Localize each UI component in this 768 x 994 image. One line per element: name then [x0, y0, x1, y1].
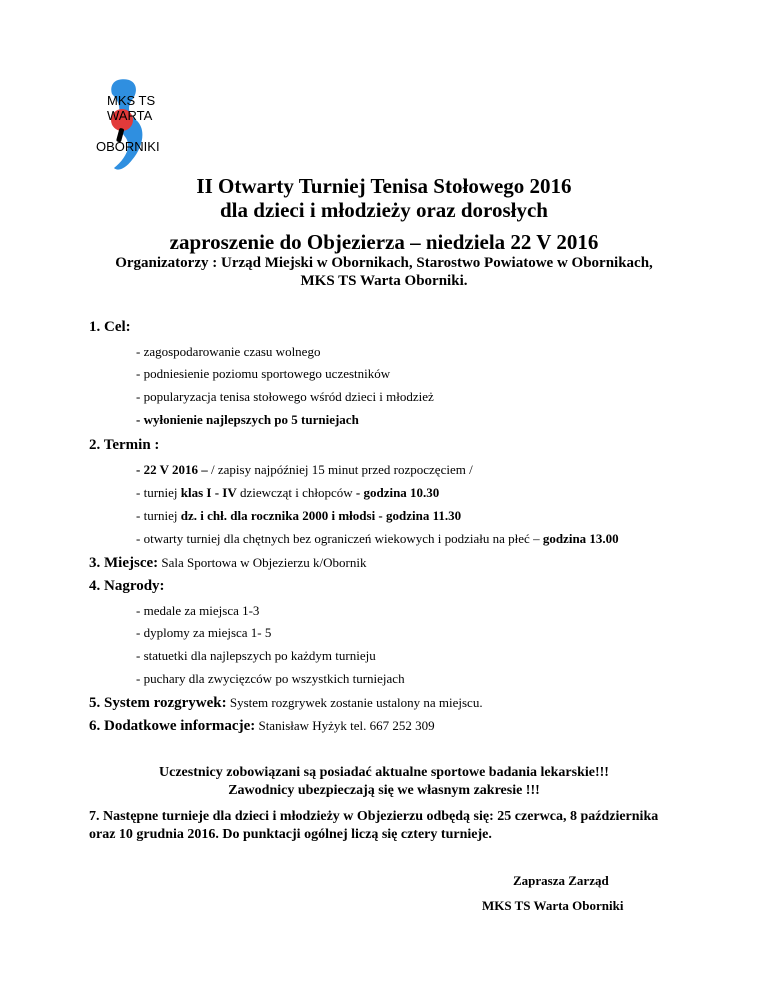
section-goal-heading	[89, 318, 131, 336]
date-bold-text: dz. i chł. dla rocznika 2000 i młodsi - godzina 11.30	[180, 508, 462, 523]
goal-item: - podniesienie poziomu sportowego uczestników	[136, 366, 391, 381]
section-prizes-heading	[89, 577, 165, 595]
date-item	[136, 462, 473, 478]
insurance-notice: Zawodnicy ubezpieczają się we własnym zakresie !!!	[228, 783, 540, 798]
prize-item: - statuetki dla najlepszych po każdym turnieju	[136, 648, 376, 663]
date-item	[136, 508, 461, 524]
system-text: System rozgrywek zostanie ustalony na miejscu.	[226, 695, 483, 710]
section-heading: 2. Termin :	[89, 437, 160, 453]
section-date-heading	[89, 436, 159, 454]
next-tournaments-line1: 7. Następne turnieje dla dzieci i młodzieży w Objezierzu odbędą się: 25 czerwca, 8 października	[89, 809, 659, 824]
goal-item: - popularyzacja tenisa stołowego wśród dzieci i młodzież	[136, 389, 434, 404]
date-text: - turniej	[136, 508, 181, 523]
signature-line2: MKS TS Warta Oborniki	[482, 898, 624, 913]
section-heading: 1. Cel:	[89, 319, 131, 335]
invitation-heading: zaproszenie do Objezierza – niedziela 22 V 2016	[169, 230, 599, 254]
date-time: - godzina 10.30	[355, 485, 440, 500]
club-logo	[96, 76, 176, 176]
date-bold-text: klas I - IV	[180, 485, 237, 500]
logo-text-line1: MKS TS	[107, 93, 156, 108]
date-text: - turniej	[136, 485, 181, 500]
medical-notice: Uczestnicy zobowiązani są posiadać aktualne sportowe badania lekarskie!!!	[159, 765, 609, 780]
section-info	[89, 717, 435, 735]
place-text: Sala Sportowa w Objezierzu k/Obornik	[158, 555, 367, 570]
signature-line1: Zaprasza Zarząd	[513, 873, 609, 888]
date-item	[136, 531, 619, 547]
prize-item: - dyplomy za miejsca 1- 5	[136, 625, 272, 640]
organizers-line1: Organizatorzy : Urząd Miejski w Obornikach, Starostwo Powiatowe w Obornikach,	[115, 255, 653, 271]
prize-item: - puchary dla zwycięzców po wszystkich turniejach	[136, 671, 405, 686]
goal-item: - zagospodarowanie czasu wolnego	[136, 344, 321, 359]
tournament-title: II Otwarty Turniej Tenisa Stołowego 2016	[196, 174, 572, 198]
logo-text-line3: OBORNIKI	[96, 139, 160, 154]
section-heading: 5. System rozgrywek:	[89, 695, 227, 711]
section-heading: 4. Nagrody:	[89, 578, 165, 594]
tournament-subtitle: dla dzieci i młodzieży oraz dorosłych	[220, 198, 548, 222]
section-heading: 6. Dodatkowe informacje:	[89, 718, 256, 734]
prize-item: - medale za miejsca 1-3	[136, 603, 260, 618]
date-text: - otwarty turniej dla chętnych bez ograniczeń wiekowych i podziału na płeć –	[136, 531, 543, 546]
logo-text-line2: WARTA	[107, 108, 153, 123]
date-value: - 22 V 2016 –	[136, 462, 211, 477]
section-system	[89, 694, 483, 712]
date-time: godzina 13.00	[542, 531, 619, 546]
next-tournaments-line2: oraz 10 grudnia 2016. Do punktacji ogólnej liczą się cztery turnieje.	[89, 827, 492, 842]
contact-text: Stanisław Hyżyk tel. 667 252 309	[255, 718, 435, 733]
goal-item: - wyłonienie najlepszych po 5 turniejach	[136, 412, 359, 427]
section-heading: 3. Miejsce:	[89, 555, 159, 571]
date-text: dziewcząt i chłopców	[236, 485, 356, 500]
date-note: / zapisy najpóźniej 15 minut przed rozpoczęciem /	[211, 462, 473, 477]
section-place	[89, 554, 366, 572]
club-logo-graphic	[96, 76, 176, 176]
organizers-line2: MKS TS Warta Oborniki.	[300, 273, 468, 289]
date-item	[136, 485, 439, 501]
